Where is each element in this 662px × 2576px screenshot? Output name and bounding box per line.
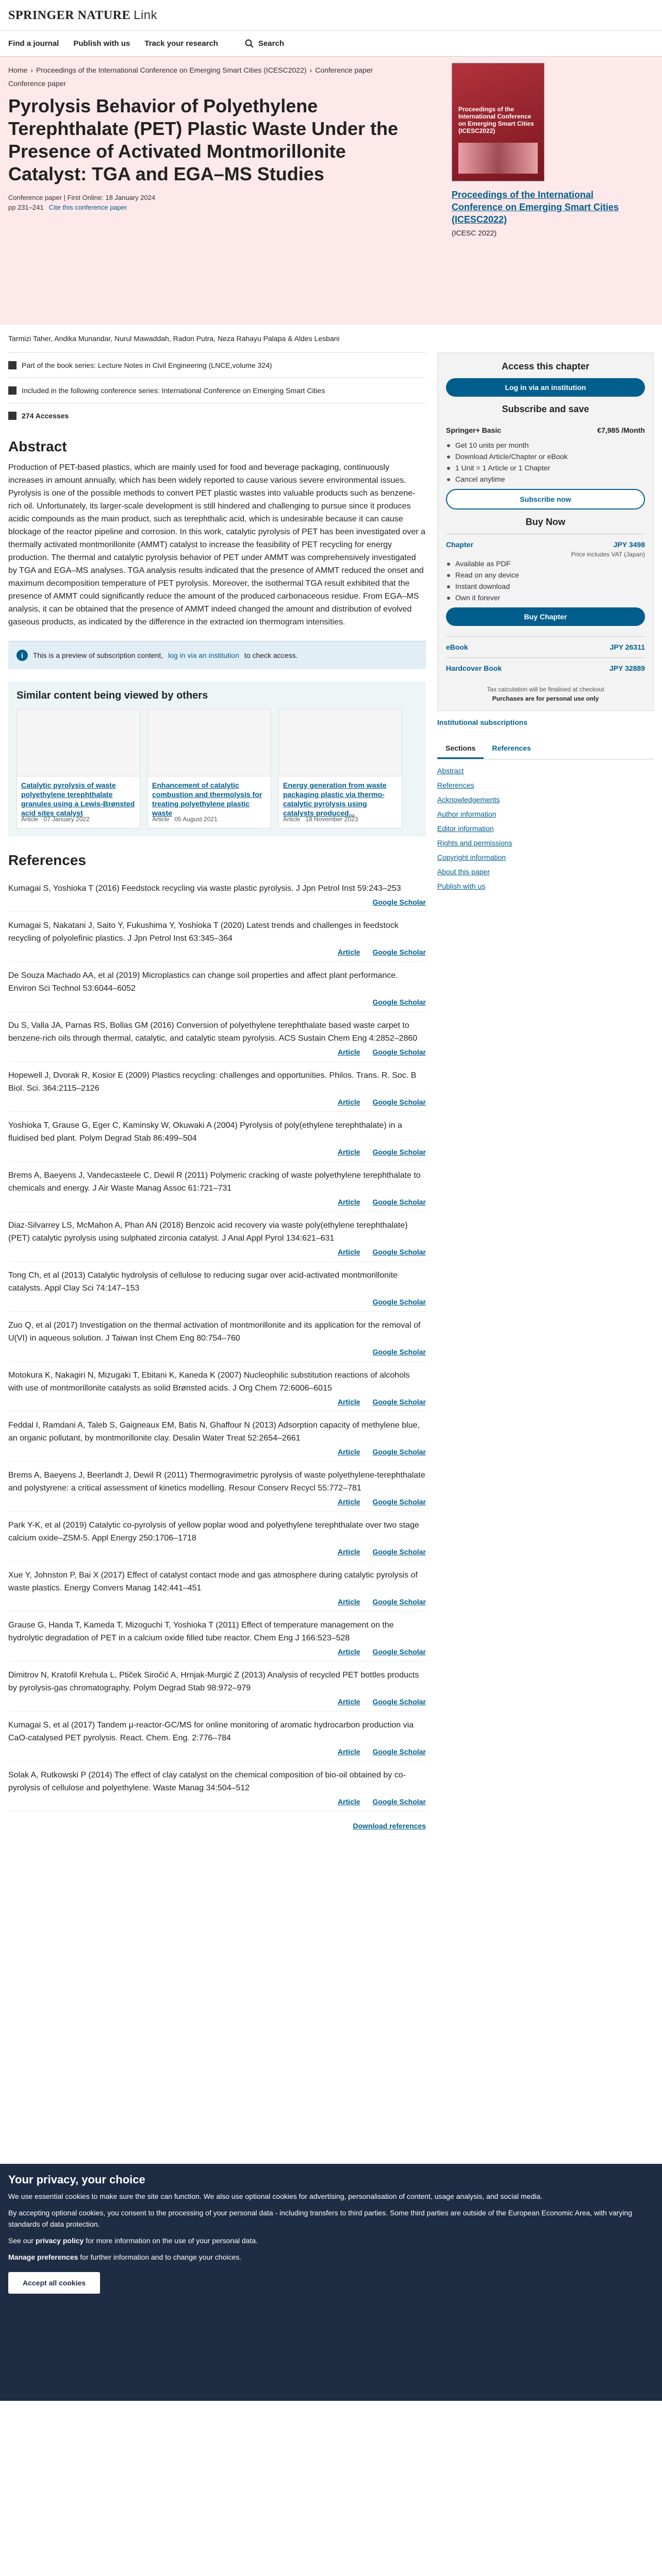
conference-series-info (8, 378, 426, 403)
reference-item (8, 1662, 426, 1711)
sidebar (437, 352, 654, 1830)
google-scholar-link[interactable]: Google Scholar (372, 1498, 426, 1506)
breadcrumb-home[interactable]: Home (8, 66, 28, 74)
card-image (17, 709, 140, 776)
proceedings-cover[interactable] (452, 63, 544, 181)
reference-text: Diaz-Silvarrey LS, McMahon A, Phan AN (2018) Benzoic acid recovery via waste poly(ethylene terephthalate) (PET) catalytic pyrolysis using sulphated zirconia catalyst. J Anal Appl Pyrol 134:621–631 (8, 1221, 408, 1243)
google-scholar-link[interactable]: Google Scholar (372, 1248, 426, 1256)
reference-text: Zuo Q, et al (2017) Investigation on the thermal activation of montmorillonite and its application for the removal of U(VI) in aqueous solution. J Taiwan Inst Chem Eng 80:754–760 (8, 1321, 421, 1343)
reference-text: Hopewell J, Dvorak R, Kosior E (2009) Plastics recycling: challenges and opportunities. Philos. Trans. R. Soc. B Biol. Sci. 364:2115–2126 (8, 1071, 417, 1093)
reference-text: Brems A, Baeyens J, Beerlandt J, Dewil R (2011) Thermogravimetric pyrolysis of waste polyethylene-terephthalate and polystyrene: a critical assessment of kinetics modelling. Resour Conserv Recycl 55:772–781 (8, 1471, 425, 1493)
google-scholar-link[interactable]: Google Scholar (372, 1398, 426, 1406)
cookie-p2: By accepting optional cookies, you consent to the processing of your personal data - including transfers to third parties. Some third parties are outside of the European Economic Area, with varying standards of data protection. (8, 2209, 633, 2228)
access-box (437, 352, 654, 711)
google-scholar-link[interactable]: Google Scholar (372, 1548, 426, 1556)
included-text: Included in the following conference series: International Conference on Emerging Smart Cities (22, 386, 325, 395)
reference-text: Solak A, Rutkowski P (2014) The effect of clay catalyst on the chemical composition of bio-oil obtained by co-pyrolysis of cellulose and polyethylene. Waste Manag 34:504–512 (8, 1771, 406, 1792)
conference-icon (8, 386, 16, 395)
hero (0, 57, 662, 325)
preview-text: This is a preview of subscription content, (33, 651, 163, 659)
download-references-link[interactable]: Download references (353, 1822, 426, 1830)
google-scholar-link[interactable]: Google Scholar (372, 898, 426, 906)
reference-article-link[interactable]: Article (337, 1798, 360, 1806)
preview-tail: to check access. (244, 651, 298, 659)
reference-article-link[interactable]: Article (337, 1398, 360, 1406)
chart-icon (8, 412, 16, 420)
access-heading: Access this chapter (501, 361, 590, 371)
institutional-subscriptions-link[interactable]: Institutional subscriptions (437, 718, 528, 726)
google-scholar-link[interactable]: Google Scholar (372, 948, 426, 956)
reference-article-link[interactable]: Article (337, 1648, 360, 1656)
logo-main: SPRINGER NATURE (8, 8, 131, 22)
google-scholar-link[interactable]: Google Scholar (372, 1798, 426, 1806)
google-scholar-link[interactable]: Google Scholar (372, 1698, 426, 1706)
breadcrumb-current: Conference paper (315, 66, 373, 74)
search-button[interactable] (245, 39, 284, 48)
references-heading: References (8, 852, 86, 868)
card-type: Article (21, 816, 39, 823)
search-label: Search (258, 39, 284, 48)
reference-text: Kumagai S, Nakatani J, Saito Y, Fukushima Y, Yoshioka T (2020) Latest trends and challenges in feedstock recycling of polyolefinic plastics. J Jpn Petrol Inst 63:345–364 (8, 921, 399, 943)
similar-card[interactable] (16, 709, 140, 828)
search-icon (245, 39, 254, 48)
book-series-info (8, 352, 426, 378)
cookie-p3a: See our (8, 2236, 34, 2245)
reference-article-link[interactable]: Article (337, 948, 360, 956)
card-title[interactable]: Enhancement of catalytic combustion and thermolysis for treating polyethylene plastic waste (152, 781, 262, 817)
card-date: 18 November 2023 (305, 816, 358, 823)
reference-item (8, 1012, 426, 1062)
article-pages: pp 231–241 (8, 204, 44, 211)
cover-image (458, 143, 538, 174)
reference-article-link[interactable]: Article (337, 1498, 360, 1506)
reference-text: Yoshioka T, Grause G, Eger C, Kaminsky W, Okuwaki A (2004) Pyrolysis of poly(ethylene terephthalate) in a fluidised bed plant. Polym Degrad Stab 86:499–504 (8, 1121, 402, 1143)
similar-heading: Similar content being viewed by others (16, 690, 208, 701)
reference-text: De Souza Machado AA, et al (2019) Microplastics can change soil properties and affect plant performance. Environ Sci Technol 53:6044–6052 (8, 971, 398, 993)
manage-preferences-link[interactable]: Manage preferences (8, 2253, 78, 2261)
reference-text: Du S, Valla JA, Parnas RS, Bollas GM (2016) Conversion of polyethylene terephthalate based waste carpet to benzene-rich oils through thermal, catalytic, and catalytic steam pyrolysis. ACS Sustain Chem Eng 4:2852–2860 (8, 1021, 418, 1043)
accesses (8, 403, 426, 428)
page-title: Pyrolysis Behavior of Polyethylene Terephthalate (PET) Plastic Waste Under the Presence of Activated Montmorillonite Catalyst: TGA and EGA–MS Studies (8, 95, 399, 184)
reference-article-link[interactable]: Article (337, 1148, 360, 1156)
nav-bar (0, 31, 662, 57)
similar-content (8, 682, 426, 837)
section-link[interactable]: Author information (437, 810, 496, 818)
card-image (279, 709, 402, 776)
section-link[interactable]: Copyright information (437, 853, 506, 861)
springer-logo[interactable] (8, 8, 157, 23)
subscribe-heading: Subscribe and save (502, 404, 589, 414)
plan-name: Springer+ Basic (446, 426, 501, 434)
breadcrumb-proceedings[interactable]: Proceedings of the International Conference on Emerging Smart Cities (ICESC2022) (36, 66, 307, 74)
card-date: 07 January 2022 (43, 816, 90, 823)
preview-notice (8, 641, 426, 669)
card-type: Article (283, 816, 301, 823)
accesses-count: 274 Accesses (22, 412, 69, 420)
institution-login-button[interactable]: Log in via an institution (446, 378, 645, 397)
hardcover-price: JPY 32889 (609, 664, 645, 672)
nav-track[interactable]: Track your research (144, 39, 218, 48)
series-text: Part of the book series: Lecture Notes in Civil Engineering (LNCE,volume 324) (22, 361, 272, 369)
preview-login-link[interactable]: log in via an institution (168, 651, 239, 659)
reference-text: Xue Y, Johnston P, Bai X (2017) Effect of catalyst contact mode and gas atmosphere during catalytic pyrolysis of waste plastics. Energy Convers Manag 142:441–451 (8, 1571, 418, 1592)
reference-item (8, 1562, 426, 1612)
reference-item (8, 962, 426, 1012)
reference-item (8, 1711, 426, 1761)
sidebar-tabs (437, 739, 654, 759)
section-link[interactable]: About this paper (437, 868, 490, 876)
top-bar (0, 0, 662, 31)
reference-text: Dimitrov N, Kratofil Krehula L, Ptiček Siročić A, Hrnjak-Murgić Z (2013) Analysis of recycled PET bottles products by pyrolysis-gas chromatography. Polym Degrad Stab 98:972–979 (8, 1671, 419, 1692)
card-title[interactable]: Catalytic pyrolysis of waste polyethylene terephthalate granules using a Lewis-Brønsted acid sites catalyst (21, 781, 135, 817)
google-scholar-link[interactable]: Google Scholar (372, 1148, 426, 1156)
section-link[interactable]: Editor information (437, 824, 494, 833)
cookie-p4b: for further information and to change your choices. (80, 2253, 242, 2261)
logo-sub: Link (134, 8, 158, 22)
plan-item: Get 10 units per month (446, 439, 645, 451)
google-scholar-link[interactable]: Google Scholar (372, 998, 426, 1006)
reference-text: Kumagai S, et al (2017) Tandem μ-reactor-GC/MS for online monitoring of aromatic hydrocarbon production via CaO-catalysed PET pyrolysis. React. Chem. Eng. 2:776–784 (8, 1721, 414, 1742)
chapter-item: Instant download (446, 581, 645, 592)
reference-item (8, 1761, 426, 1811)
hardcover-option[interactable] (446, 657, 645, 679)
info-icon: i (16, 650, 28, 661)
google-scholar-link[interactable]: Google Scholar (372, 1348, 426, 1356)
abstract-heading: Abstract (8, 438, 67, 454)
google-scholar-link[interactable]: Google Scholar (372, 1198, 426, 1206)
accept-cookies-button[interactable]: Accept all cookies (8, 2272, 100, 2294)
card-type: Article (152, 816, 170, 823)
ebook-option[interactable] (446, 636, 645, 657)
section-link[interactable]: References (437, 781, 474, 789)
tab-sections[interactable]: Sections (437, 739, 484, 759)
reference-item (8, 1162, 426, 1212)
chapter-price: JPY 3498 (613, 540, 645, 549)
cookie-p1: We use essential cookies to make sure the site can function. We also use optional cookies for advertising, personalisation of content, usage analysis, and social media. (8, 2192, 543, 2200)
section-link[interactable]: Acknowledgements (437, 795, 500, 804)
chapter-option[interactable] (446, 534, 645, 636)
reference-article-link[interactable]: Article (337, 1198, 360, 1206)
reference-item (8, 1612, 426, 1662)
buy-heading: Buy Now (525, 517, 566, 527)
content-type: Conference paper (8, 79, 67, 88)
card-date: 05 August 2021 (174, 816, 218, 823)
personal-note: Purchases are for personal use only (492, 695, 599, 702)
card-image (148, 709, 271, 776)
nav-find-journal[interactable]: Find a journal (8, 39, 59, 48)
google-scholar-link[interactable]: Google Scholar (372, 1648, 426, 1656)
reference-item (8, 1362, 426, 1412)
reference-article-link[interactable]: Article (337, 1598, 360, 1606)
reference-article-link[interactable]: Article (337, 1448, 360, 1456)
google-scholar-link[interactable]: Google Scholar (372, 1748, 426, 1756)
reference-text: Tong Ch, et al (2013) Catalytic hydrolysis of cellulose to reducing sugar over acid-activated montmorillonite catalysts. Appl Clay Sci 74:147–153 (8, 1271, 398, 1293)
book-icon (8, 361, 16, 369)
plan-item: 1 Unit = 1 Article or 1 Chapter (446, 462, 645, 473)
cover-title: Proceedings of the International Conference on Emerging Smart Cities (ICESC2022) (458, 106, 534, 134)
buy-chapter-button[interactable]: Buy Chapter (446, 607, 645, 626)
cookie-banner (0, 2164, 662, 2401)
reference-item (8, 1462, 426, 1512)
google-scholar-link[interactable]: Google Scholar (372, 1048, 426, 1056)
reference-text: Kumagai S, Yoshioka T (2016) Feedstock recycling via waste plastic pyrolysis. J Jpn Petrol Inst 59:243–253 (8, 884, 401, 893)
ebook-label: eBook (446, 643, 468, 651)
reference-item (8, 912, 426, 962)
subscribe-button[interactable]: Subscribe now (446, 489, 645, 510)
article-meta: Conference paper | First Online: 18 January 2024 (8, 194, 156, 201)
tax-note: Tax calculation will be finalised at checkout (487, 686, 604, 693)
card-title[interactable]: Energy generation from waste packaging plastic via thermo-catalytic pyrolysis using catalysts produced... (283, 781, 387, 817)
section-list (437, 759, 654, 893)
tab-references[interactable]: References (492, 744, 531, 752)
chapter-item: Own it forever (446, 592, 645, 603)
chapter-item: Read on any device (446, 569, 645, 581)
reference-text: Feddal I, Ramdani A, Taleb S, Gaigneaux EM, Batis N, Ghaffour N (2013) Adsorption capacity of methylene blue, an organic pollutant, by montmorillonite clay. Desalin Water Treat 52:2654–2661 (8, 1421, 420, 1443)
cite-link[interactable]: Cite this conference paper (48, 204, 127, 211)
reference-text: Motokura K, Nakagiri N, Mizugaki T, Ebitani K, Kaneda K (2007) Nucleophilic substitution reactions of alcohols with use of montmorillonite catalysts as solid Brønsted acids. J Org Chem 72:6006–6015 (8, 1371, 410, 1393)
breadcrumb (8, 63, 410, 77)
reference-text: Grause G, Handa T, Kameda T, Mizoguchi T, Yoshioka T (2011) Effect of temperature management on the hydrolytic degradation of PET in a calcium oxide filled tube reactor. Chem Eng J 166:523–528 (8, 1621, 394, 1642)
cookie-heading: Your privacy, your choice (8, 2173, 145, 2186)
reference-list (8, 875, 426, 1811)
google-scholar-link[interactable]: Google Scholar (372, 1448, 426, 1456)
authors[interactable]: Tarmizi Taher, Andika Munandar, Nurul Mawaddah, Radon Putra, Neza Rahayu Palapa & Aldes Lesbani (8, 334, 340, 343)
section-link[interactable]: Abstract (437, 767, 464, 775)
google-scholar-link[interactable]: Google Scholar (372, 1098, 426, 1106)
reference-item (8, 875, 426, 912)
reference-article-link[interactable]: Article (337, 1048, 360, 1056)
ebook-price: JPY 26311 (609, 643, 645, 651)
breadcrumb-sep-icon: › (30, 66, 34, 74)
reference-article-link[interactable]: Article (337, 1548, 360, 1556)
google-scholar-link[interactable]: Google Scholar (372, 1298, 426, 1306)
cookie-p3b: for more information on the use of your personal data. (86, 2236, 258, 2245)
reference-article-link[interactable]: Article (337, 1098, 360, 1106)
section-link[interactable]: Publish with us (437, 882, 486, 890)
plan-item: Cancel anytime (446, 473, 645, 485)
hardcover-label: Hardcover Book (446, 664, 502, 672)
similar-card[interactable] (147, 709, 271, 828)
similar-card[interactable] (278, 709, 402, 828)
google-scholar-link[interactable]: Google Scholar (372, 1598, 426, 1606)
reference-text: Brems A, Baeyens J, Vandecasteele C, Dewil R (2011) Polymeric cracking of waste polyethylene terephthalate to chemicals and energy. J Air Waste Manag Assoc 61:721–731 (8, 1171, 421, 1193)
proceedings-sub: (ICESC 2022) (452, 229, 497, 237)
reference-text: Park Y-K, et al (2019) Catalytic co-pyrolysis of yellow poplar wood and polyethylene terephthalate over two stage calcium oxide–ZSM-5. Appl Energy 250:1706–1718 (8, 1521, 419, 1543)
reference-item (8, 1062, 426, 1112)
reference-item (8, 1212, 426, 1262)
plan-item: Download Article/Chapter or eBook (446, 451, 645, 462)
nav-publish[interactable]: Publish with us (73, 39, 130, 48)
reference-item (8, 1262, 426, 1312)
reference-article-link[interactable]: Article (337, 1248, 360, 1256)
privacy-policy-link[interactable]: privacy policy (35, 2236, 84, 2245)
plan-row (446, 421, 645, 439)
reference-item (8, 1112, 426, 1162)
plan-price: €7,985 /Month (597, 426, 645, 434)
reference-item (8, 1312, 426, 1362)
reference-article-link[interactable]: Article (337, 1748, 360, 1756)
chapter-item: Available as PDF (446, 558, 645, 569)
reference-item (8, 1512, 426, 1562)
section-link[interactable]: Rights and permissions (437, 839, 512, 847)
author-list (0, 325, 418, 352)
proceedings-link[interactable]: Proceedings of the International Conference on Emerging Smart Cities (ICESC2022) (452, 190, 619, 225)
chapter-note: Price includes VAT (Japan) (571, 551, 645, 558)
reference-article-link[interactable]: Article (337, 1698, 360, 1706)
reference-item (8, 1412, 426, 1462)
chapter-label: Chapter (446, 540, 473, 549)
breadcrumb-sep-icon: › (309, 66, 312, 74)
abstract-text: Production of PET-based plastics, which are mainly used for food and beverage packaging, continuously increases in amount annually, which has been widely reported to cause various severe environmental issues. Pyrolysis is one of the possible methods to convert PET plastic wastes into valuable products such as benzene-rich oil. Unfortunately, its larger-scale development is still hindered and challenging to pursue since it produces acidic compounds as the main product, such as terephthalic acid, which is undesirable because it can cause blockage of the reactor pipeline and corrosion. In this work, catalytic pyrolysis of PET has been investigated over a thermally activated montmorillonite (AMMT) catalyst to increase the feasibility of PET recycling for energy production. The thermal and catalytic pyrolysis behavior of PET under AMMT was comprehensively investigated by TGA and EGA–MS analyses. TGA analysis results indicated that the presence of AMMT reduced the onset and maximum decomposition temperature of PET pyrolysis. Moreover, the isothermal TGA result exhibited that the presence of AMMT could significantly reduce the amount of the produced carbonaceous residue. From EGA–MS analysis, it can be obtained that the presence of AMMT indeed changed the amount and distribution of evolved gaseous products, as indicated by the difference in the extracted ion thermogram intensities. (8, 463, 426, 626)
